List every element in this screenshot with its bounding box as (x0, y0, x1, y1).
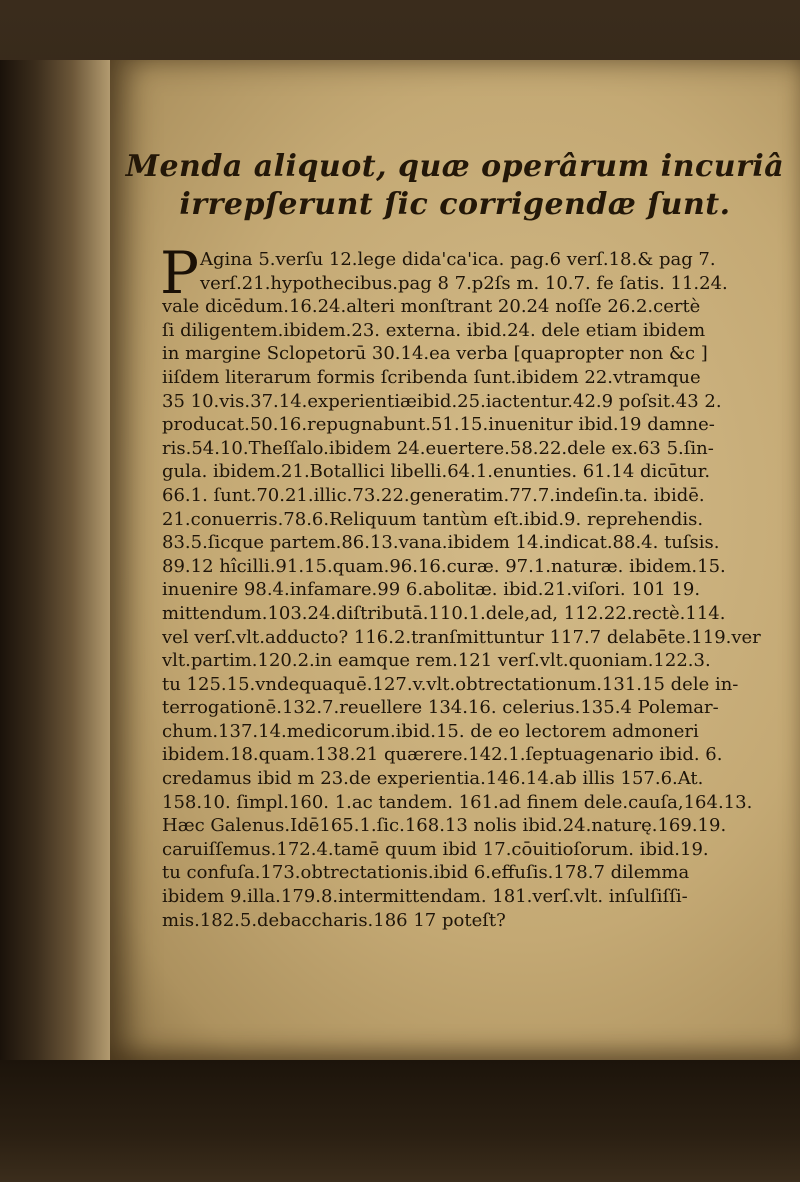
text-line: 66.1. ſunt.70.21.illic.73.22.generatim.77.7.indeſin.ta. ibidē. (162, 484, 705, 506)
text-line: mis.182.5.debaccharis.186 17 poteſt? (162, 909, 506, 931)
text-line: gula. ibidem.21.Botallici libelli.64.1.enunties. 61.14 dicūtur. (162, 461, 711, 483)
errata-body (160, 239, 782, 932)
text-line: 21.conuerris.78.6.Reliquum tantùm eſt.ibid.9. reprehendis. (162, 508, 704, 530)
text-line: producat.50.16.repugnabunt.51.15.inuenitur ibid.19 damne- (162, 414, 715, 436)
text-line: Agina 5.verſu 12.lege dida'ca'ica. pag.6 verſ.18.& pag 7. (200, 249, 716, 270)
text-line: 83.5.ſicque partem.86.13.vana.ibidem 14.indicat.88.4. tuſsis. (162, 532, 720, 554)
text-line: vlt.partim.120.2.in eamque rem.121 verſ.vlt.quoniam.122.3. (162, 650, 711, 672)
text-line: 35 10.vis.37.14.experientiæibid.25.iactentur.42.9 poſsit.43 2. (162, 390, 722, 412)
text-line: mittendum.103.24.diſtributā.110.1.dele,ad, 112.22.rectè.114. (162, 602, 726, 624)
text-line: ibidem 9.illa.179.8.intermittendam. 181.verſ.vlt. inſulſiſſi- (162, 886, 688, 908)
text-line: inuenire 98.4.infamare.99 6.abolitæ. ibid.21.viſori. 101 19. (162, 579, 701, 601)
text-line: verſ.21.hypothecibus.pag 8 7.p2ſs m. 10.7. fe ſatis. 11.24. (200, 272, 728, 294)
text-line: ibidem.18.quam.138.21 quærere.142.1.ſeptuagenario ibid. 6. (162, 744, 723, 766)
text-line: caruiſſemus.172.4.tamē quum ibid 17.cōuitioſorum. ibid.19. (162, 838, 709, 860)
drop-capital: P (160, 239, 200, 307)
book-bottom-shadow (0, 1060, 800, 1182)
text-line: credamus ibid m 23.de experientia.146.14.ab illis 157.6.At. (162, 768, 704, 790)
heading-line-1: Menda aliquot, quæ operârum incuriâ (125, 149, 785, 184)
errata-heading (110, 148, 800, 224)
text-line: ſi diligentem.ibidem.23. externa. ibid.24. dele etiam ibidem (162, 319, 706, 341)
text-line: vel verſ.vlt.adducto? 116.2.tranſmittuntur 117.7 delabēte.119.ver (162, 626, 761, 648)
text-line: terrogationē.132.7.reuellere 134.16. celerius.135.4 Polemar- (162, 697, 719, 719)
text-line: 158.10. ſimpl.160. 1.ac tandem. 161.ad finem dele.cauſa,164.13. (162, 791, 753, 813)
text-line: in margine Sclopetorū 30.14.ea verba [quapropter non &c ] (162, 343, 708, 365)
text-line: iiſdem literarum formis ſcribenda ſunt.ibidem 22.vtramque (162, 366, 701, 388)
text-line: vale dicēdum.16.24.alteri monſtrant 20.24 noſſe 26.2.certè (162, 296, 701, 318)
text-line: ris.54.10.Theſſalo.ibidem 24.euertere.58.22.dele ex.63 5.ſin- (162, 437, 714, 459)
book-left-edge (0, 60, 120, 1060)
text-line: chum.137.14.medicorum.ibid.15. de eo lectorem admoneri (162, 720, 699, 742)
text-line: Hæc Galenus.Idē165.1.ſic.168.13 nolis ibid.24.naturę.169.19. (162, 815, 727, 837)
text-line: tu confuſa.173.obtrectationis.ibid 6.effuſis.178.7 dilemma (162, 862, 690, 884)
heading-line-2: irrepſerunt ſic corrigendæ ſunt. (179, 187, 731, 222)
text-line: 89.12 hîcilli.91.15.quam.96.16.curæ. 97.1.naturæ. ibidem.15. (162, 555, 726, 577)
text-line: tu 125.15.vndequaquē.127.v.vlt.obtrectationum.131.15 dele in- (162, 673, 739, 695)
